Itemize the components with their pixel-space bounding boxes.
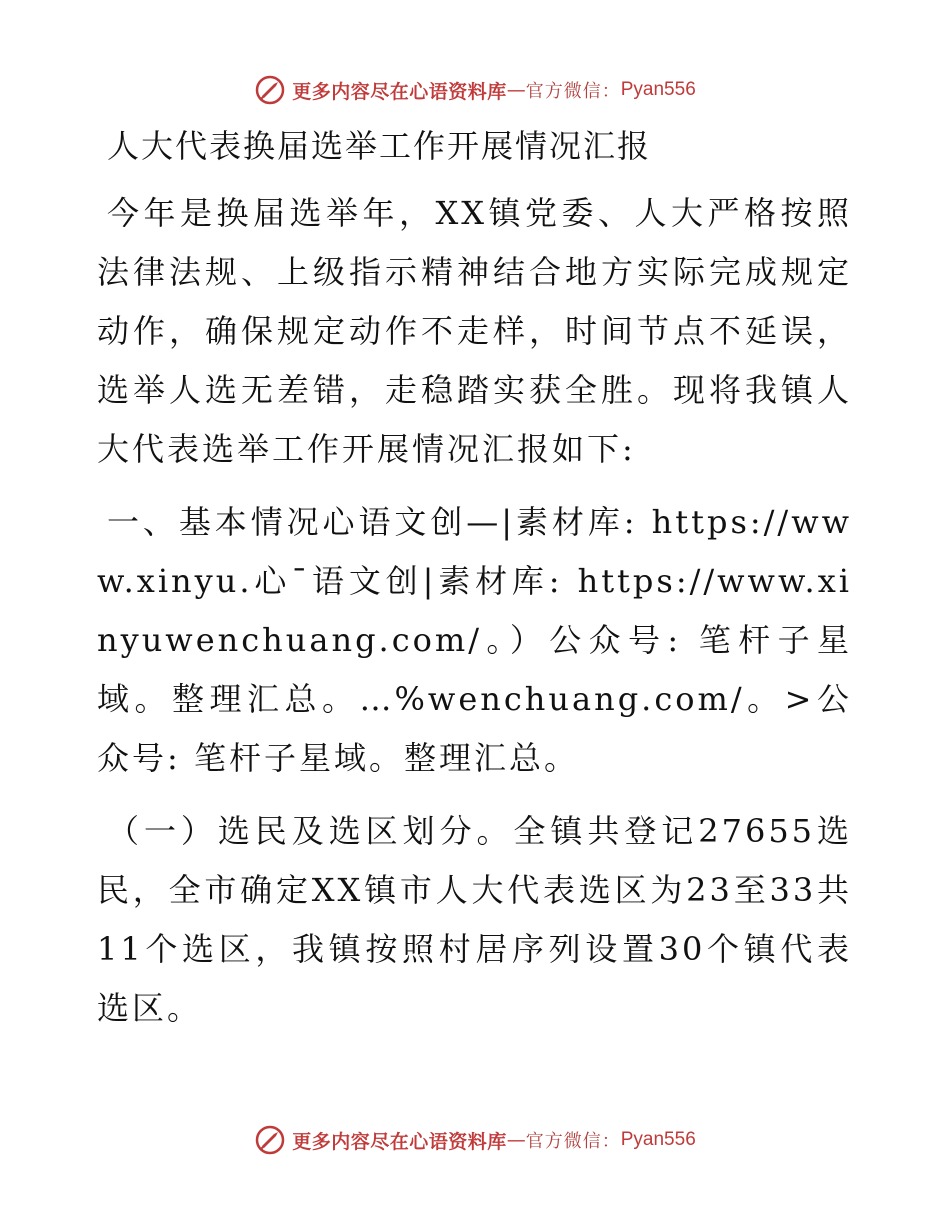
quill-logo-icon xyxy=(254,74,286,106)
banner-wechat-id: Pyan556 xyxy=(620,1129,696,1150)
banner-wechat-id: Pyan556 xyxy=(620,79,696,100)
banner-label: 官方微信： xyxy=(525,1131,621,1152)
footer-watermark-banner xyxy=(0,1120,950,1160)
document-body xyxy=(97,122,852,1052)
banner-dash: — xyxy=(506,79,526,101)
header-watermark-banner xyxy=(0,70,950,110)
paragraph-voters-text: （一）选民及选区划分。全镇共登记27655选民，全市确定XX镇市人大代表选区为23至33共11个选区，我镇按照村居序列设置30个镇代表选区。 xyxy=(97,812,852,1027)
paragraph-section-one-text: 一、基本情况心语文创—|素材库: https://www.xinyu.心¯语文创|素材库: https://www.xinyuwenchuang.com/。）公众号: 笔杆子星域。整理汇总。…%wenchuang.com/。>公众号: 笔杆子星域。整理汇总。 xyxy=(97,503,852,777)
paragraph-section-one xyxy=(97,493,852,788)
document-title: 人大代表换届选举工作开展情况汇报 xyxy=(107,127,652,165)
banner-dash: — xyxy=(506,1129,526,1151)
paragraph-intro xyxy=(97,184,852,479)
paragraph-intro-text: 今年是换届选举年，XX镇党委、人大严格按照法律法规、上级指示精神结合地方实际完成规定动作，确保规定动作不走样，时间节点不延误，选举人选无差错，走稳踏实获全胜。现将我镇人大代表选举工作开展情况汇报如下: xyxy=(97,194,852,468)
quill-logo-icon xyxy=(254,1124,286,1156)
banner-main-text: 更多内容尽在心语资料库 xyxy=(292,80,507,103)
banner-main-text: 更多内容尽在心语资料库 xyxy=(292,1130,507,1153)
paragraph-voters xyxy=(97,802,852,1038)
banner-label: 官方微信： xyxy=(525,81,621,102)
